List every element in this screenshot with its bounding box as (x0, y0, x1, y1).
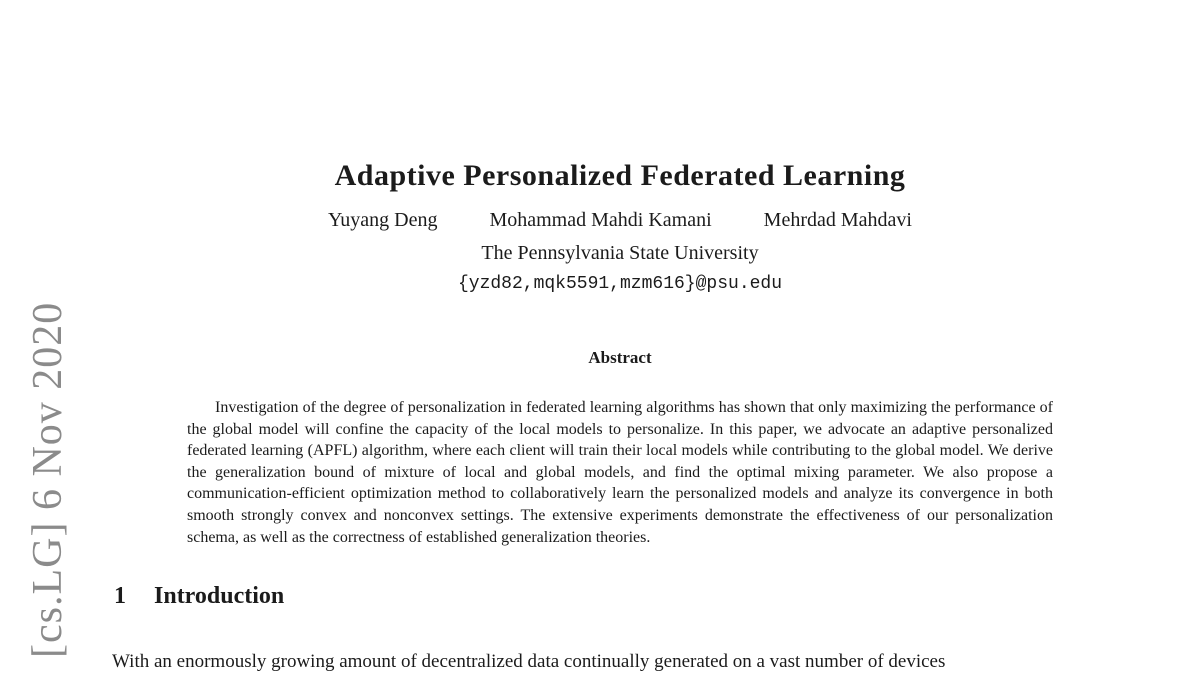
arxiv-watermark: [cs.LG] 6 Nov 2020 (25, 301, 71, 658)
author-name: Mohammad Mahdi Kamani (489, 209, 712, 231)
author-emails: {yzd82,mqk5591,mzm616}@psu.edu (457, 274, 783, 294)
author-name: Mehrdad Mahdavi (763, 209, 912, 231)
author-name: Yuyang Deng (328, 209, 438, 231)
introduction-first-line: With an enormously growing amount of decentralized data continually generated on a vast number of devices (112, 651, 946, 672)
paper-title: Adaptive Personalized Federated Learning (334, 159, 906, 193)
section-number: 1 (114, 583, 126, 609)
abstract-text: Investigation of the degree of personalization in federated learning algorithms has shown that only maximizing the performance of the global model will confine the capacity of the local models to personalize. In this paper, we advocate an adaptive personalized federated learning (APFL) algorithm, where each client will train their local models while contributing to the global model. We derive the generalization bound of mixture of local and global models, and find the optimal mixing parameter. We also propose a communication-efficient optimization method to collaboratively learn the personalized models and analyze its convergence in both smooth strongly convex and nonconvex settings. The extensive experiments demonstrate the effectiveness of our personalization schema, as well as the correctness of established generalization theories. (187, 399, 1053, 546)
section-1-heading (114, 583, 284, 610)
abstract-heading: Abstract (588, 348, 652, 367)
affiliation: The Pennsylvania State University (481, 242, 759, 264)
authors-row (45, 209, 1195, 232)
section-title: Introduction (154, 583, 285, 609)
